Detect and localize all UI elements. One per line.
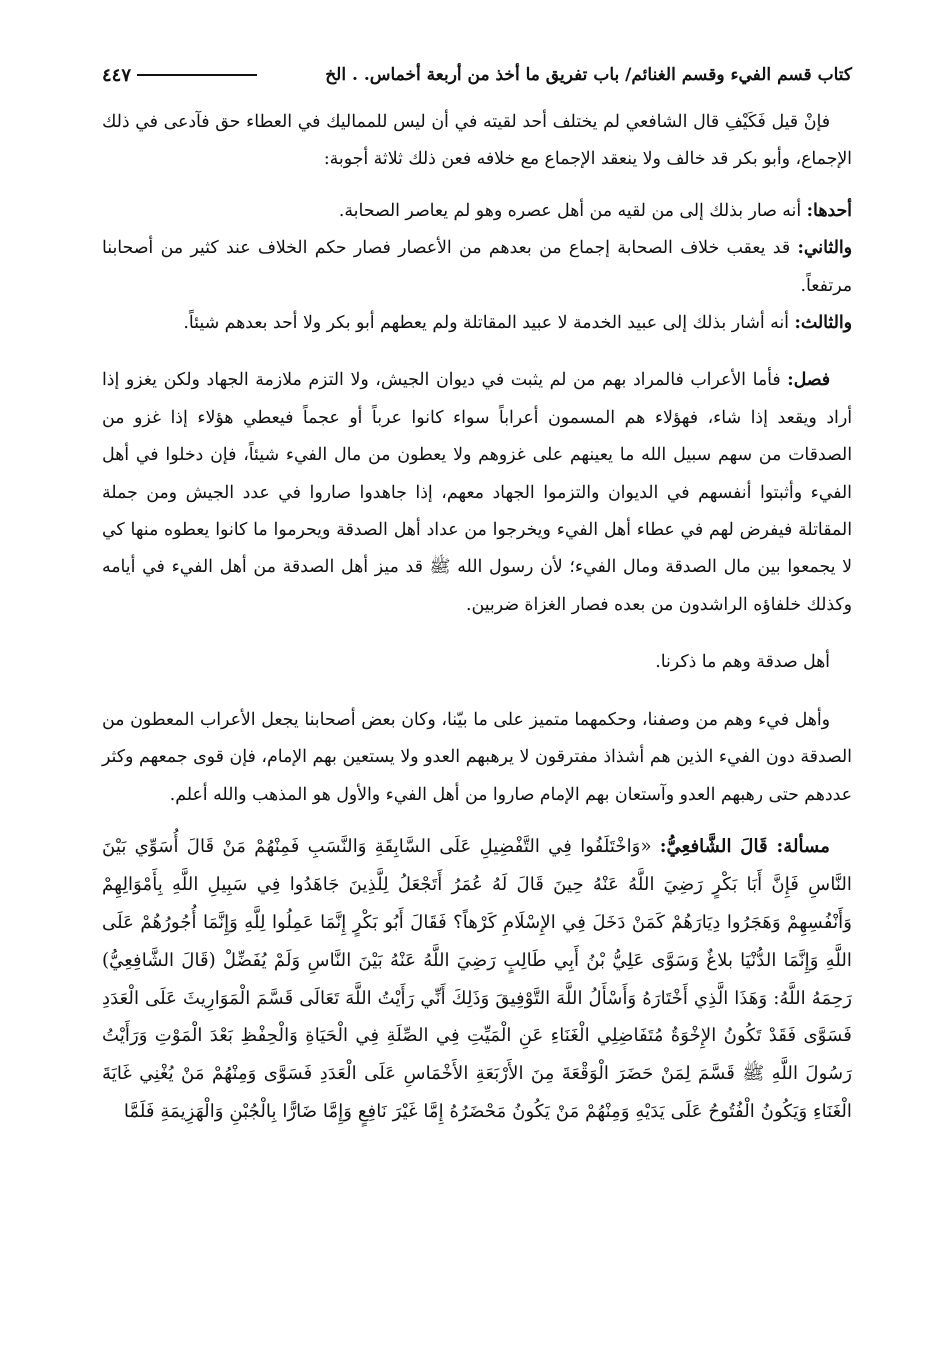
answer-first-label: أحدها: <box>806 200 852 221</box>
masala-paragraph <box>102 828 852 1131</box>
running-header <box>102 58 852 92</box>
masala-label: مسألة: قَالَ الشَّافعِيُّ: <box>659 835 830 857</box>
answer-third <box>102 305 852 342</box>
header-rule <box>137 74 257 76</box>
masala-text: «وَاخْتَلَفُوا فِي التَّفْضِيلِ عَلَى السَّابِقَةِ وَالنَّسَبِ فَمِنْهُمْ مَنْ قَالَ أُسَوِّي بَيْنَ النَّاسِ فَإِنَّ أَبَا بَكْرٍ رَضِيَ اللَّهُ عَنْهُ حِينَ قَالَ لَهُ عُمَرُ أَتَجْعَلُ لِلَّذِينَ جَاهَدُوا فِي سَبِيلِ اللَّهِ بِأَمْوَالِهِمْ وَأَنْفُسِهِمْ وَهَجَرُوا دِيَارَهُمْ كَمَنْ دَخَلَ فِي الإِسْلَامِ كَرْهاً؟ فَقَالَ أَبُو بَكْرٍ إِنَّمَا عَمِلُوا لِلَّهِ وَإِنَّمَا أُجُورُهُمْ عَلَى اللَّهِ وَإِنَّمَا الدُّنْيَا بلاغٌ وَسَوَّى عَلِيُّ بْنُ أَبِي طَالِبٍ رَضِيَ اللَّهُ عَنْهُ بَيْنَ النَّاسِ وَلَمْ يُفَضِّلْ (قَالَ الشَّافِعِيُّ) رَحِمَهُ اللَّهُ: وَهَذَا الَّذِي أَخْتَارَهُ وَأَسْأَلُ اللَّهَ التَّوْفِيقَ وَذَلِكَ أَنِّي رَأَيْتُ اللَّهَ تَعَالَى قَسَّمَ الْمَوَارِيثَ عَلَى الْعَدَدِ فَسَوَّى فَقَدْ تَكُونُ الإِخْوَةُ مُتَفَاضِلِي الْغَنَاءِ عَنِ الْمَيِّتِ فِي الصِّلَةِ فِي الْحَيَاةِ وَالْحِفْظِ بَعْدَ الْمَوْتِ وَرَأَيْتُ رَسُولَ اللَّهِ ﷺ قَسَّمَ لِمَنْ حَضَرَ الْوَقْعَةَ مِنَ الأَرْبَعَةِ الأَخْمَاسِ عَلَى الْعَدَدِ فَسَوَّى وَمِنْهُمْ مَنْ يُغْنِي غَايَةَ الْغَنَاءِ وَيَكُونُ الْفُتُوحُ عَلَى يَدَيْهِ وَمِنْهُمْ مَنْ يَكُونُ مَحْضَرُهُ إِمَّا غَيْرَ نَافِعٍ وَإِمَّا ضَارًّا بِالْجُبْنِ وَالْهَزِيمَةِ فَلَمَّا <box>102 835 852 1123</box>
answer-first-text: أنه صار بذلك إلى من لقيه من أهل عصره وهو لم يعاصر الصحابة. <box>338 200 807 221</box>
paragraph-fay: وأهل فيء وهم من وصفنا، وحكمهما متميز على ما بيّنا، وكان بعض أصحابنا يجعل الأعراب المعطون من الصدقة دون الفيء الذين هم أشذاذ مفترقون لا يرهبهم العدو ولا يستعين بهم الإمام، فإن قوى جمعهم وكثر عددهم حتى رهبهم العدو وآستعان بهم الإمام صاروا من أهل الفيء والأول هو المذهب والله أعلم. <box>102 709 852 805</box>
answer-third-text: أنه أشار بذلك إلى عبيد الخدمة لا عبيد المقاتلة ولم يعطهم أبو بكر ولا أحد بعدهم شيئاً. <box>183 313 795 334</box>
answer-second-label: والثاني: <box>797 238 852 259</box>
answer-second <box>102 230 852 305</box>
page-body <box>102 104 852 1131</box>
paragraph-objection: فإنْ قيل فَكَيْفِ قال الشافعي لم يختلف أحد لقيته في أن ليس للمماليك في العطاء حق فآدعى في ذلك الإجماع، وأبو بكر قد خالف ولا ينعقد الإجماع مع خلافه فعن ذلك ثلاثة أجوبة: <box>102 112 852 170</box>
section-fasl-label: فصل: <box>787 370 830 391</box>
answer-first <box>102 193 852 230</box>
header-title: كتاب قسم الفيء وقسم الغنائم/ باب تفريق ما أخذ من أربعة أخماس. . الخ <box>325 65 852 85</box>
section-fasl-text: فأما الأعراب فالمراد بهم من لم يثبت في ديوان الجيش، ولا التزم ملازمة الجهاد ولكن يغزو إذا أراد ويقعد إذا شاء، فهؤلاء هم المسمون أعراباً سواء كانوا عرباً أو عجماً فيعطي هؤلاء إذا غزو من الصدقات من سهم سبيل الله ما يعينهم على غزوهم ولا يعطون من مال الفيء شيئاً، فإن دخلوا في أهل الفيء وأثبتوا أنفسهم في الديوان والتزموا الجهاد معهم، إذا جاهدوا صاروا في عدد الجيش ومن جملة المقاتلة فيفرض لهم في عطاء أهل الفيء ويخرجوا من عداد أهل الصدقة ويحرموا ما كانوا يعطوه منها كي لا يجمعوا بين مال الصدقة ومال الفيء؛ لأن رسول الله ﷺ قد ميز أهل الصدقة من أهل الفيء في أيامه وكذلك خلفاؤه الراشدون من بعده فصار الغزاة ضربين. <box>102 370 852 615</box>
answer-third-label: والثالث: <box>794 313 852 334</box>
paragraph-sadaqa: أهل صدقة وهم ما ذكرنا. <box>655 652 830 673</box>
section-fasl <box>102 362 852 624</box>
header-left <box>102 65 257 86</box>
page-number: ٤٤٧ <box>102 64 132 86</box>
answer-second-text: قد يعقب خلاف الصحابة إجماع من بعدهم من الأعصار فصار حكم الخلاف عند كثير من أصحابنا مرتفعاً. <box>102 238 852 296</box>
